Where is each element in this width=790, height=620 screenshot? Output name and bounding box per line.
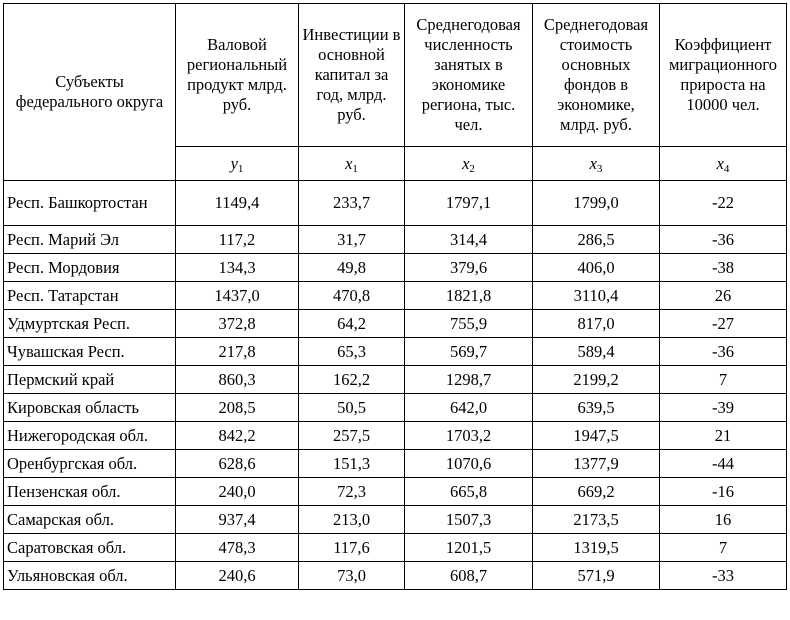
value-cell-x3: 589,4 xyxy=(533,338,660,366)
value-cell-x1: 64,2 xyxy=(299,310,405,338)
table-row xyxy=(4,506,787,534)
value-cell-x4: 7 xyxy=(660,366,787,394)
header-regions: Субъекты федерального округа xyxy=(4,4,176,181)
table-row xyxy=(4,478,787,506)
value-cell-x2: 755,9 xyxy=(405,310,533,338)
value-cell-x3: 3110,4 xyxy=(533,282,660,310)
region-name-cell: Пермский край xyxy=(4,366,176,394)
value-cell-x4: -16 xyxy=(660,478,787,506)
value-cell-x4: -44 xyxy=(660,450,787,478)
value-cell-y1: 117,2 xyxy=(176,226,299,254)
table-row xyxy=(4,181,787,226)
region-name-cell: Удмуртская Респ. xyxy=(4,310,176,338)
value-cell-x2: 1821,8 xyxy=(405,282,533,310)
value-cell-x2: 1797,1 xyxy=(405,181,533,226)
value-cell-y1: 208,5 xyxy=(176,394,299,422)
value-cell-x2: 1507,3 xyxy=(405,506,533,534)
value-cell-y1: 240,0 xyxy=(176,478,299,506)
value-cell-x4: -22 xyxy=(660,181,787,226)
value-cell-x3: 286,5 xyxy=(533,226,660,254)
value-cell-y1: 217,8 xyxy=(176,338,299,366)
region-name-cell: Нижегородская обл. xyxy=(4,422,176,450)
table-row xyxy=(4,534,787,562)
header-employment: Среднегодовая численность занятых в экономике региона, тыс. чел. xyxy=(405,4,533,147)
region-name-cell: Саратовская обл. xyxy=(4,534,176,562)
value-cell-y1: 134,3 xyxy=(176,254,299,282)
value-cell-x1: 117,6 xyxy=(299,534,405,562)
value-cell-x1: 151,3 xyxy=(299,450,405,478)
value-cell-x4: -38 xyxy=(660,254,787,282)
value-cell-x4: -27 xyxy=(660,310,787,338)
value-cell-x4: 26 xyxy=(660,282,787,310)
value-cell-x3: 2173,5 xyxy=(533,506,660,534)
value-cell-x1: 31,7 xyxy=(299,226,405,254)
value-cell-y1: 1437,0 xyxy=(176,282,299,310)
table-row xyxy=(4,338,787,366)
value-cell-y1: 372,8 xyxy=(176,310,299,338)
value-cell-x3: 1799,0 xyxy=(533,181,660,226)
table-row xyxy=(4,562,787,590)
value-cell-x4: -39 xyxy=(660,394,787,422)
header-fixed-assets: Среднегодовая стоимость основных фондов в экономике, млрд. руб. xyxy=(533,4,660,147)
variable-y1: $y_1$ xyxy=(176,147,299,181)
table-row xyxy=(4,394,787,422)
table-row xyxy=(4,310,787,338)
value-cell-x2: 1201,5 xyxy=(405,534,533,562)
value-cell-x1: 73,0 xyxy=(299,562,405,590)
value-cell-x4: -36 xyxy=(660,338,787,366)
table-row xyxy=(4,366,787,394)
header-migration: Коэффициент миграционного прироста на 10000 чел. xyxy=(660,4,787,147)
value-cell-y1: 1149,4 xyxy=(176,181,299,226)
value-cell-x2: 1298,7 xyxy=(405,366,533,394)
value-cell-x2: 1703,2 xyxy=(405,422,533,450)
value-cell-x2: 642,0 xyxy=(405,394,533,422)
table-row xyxy=(4,254,787,282)
value-cell-x1: 50,5 xyxy=(299,394,405,422)
value-cell-x3: 639,5 xyxy=(533,394,660,422)
table-body xyxy=(4,181,787,590)
value-cell-x4: 7 xyxy=(660,534,787,562)
value-cell-x4: 21 xyxy=(660,422,787,450)
region-name-cell: Респ. Мордовия xyxy=(4,254,176,282)
value-cell-y1: 240,6 xyxy=(176,562,299,590)
value-cell-x1: 49,8 xyxy=(299,254,405,282)
header-investments: Инвестиции в основной капитал за год, млрд. руб. xyxy=(299,4,405,147)
data-table xyxy=(3,3,787,590)
value-cell-x1: 470,8 xyxy=(299,282,405,310)
value-cell-y1: 478,3 xyxy=(176,534,299,562)
value-cell-x2: 569,7 xyxy=(405,338,533,366)
region-name-cell: Кировская область xyxy=(4,394,176,422)
value-cell-x1: 213,0 xyxy=(299,506,405,534)
value-cell-x3: 1319,5 xyxy=(533,534,660,562)
table-row xyxy=(4,422,787,450)
value-cell-x3: 406,0 xyxy=(533,254,660,282)
value-cell-x2: 608,7 xyxy=(405,562,533,590)
table-row xyxy=(4,226,787,254)
region-name-cell: Респ. Татарстан xyxy=(4,282,176,310)
table-row xyxy=(4,282,787,310)
value-cell-x2: 314,4 xyxy=(405,226,533,254)
value-cell-y1: 860,3 xyxy=(176,366,299,394)
value-cell-x2: 665,8 xyxy=(405,478,533,506)
value-cell-x2: 1070,6 xyxy=(405,450,533,478)
variable-x3: $x_3$ xyxy=(533,147,660,181)
value-cell-x3: 2199,2 xyxy=(533,366,660,394)
value-cell-y1: 842,2 xyxy=(176,422,299,450)
value-cell-x3: 817,0 xyxy=(533,310,660,338)
value-cell-x4: -36 xyxy=(660,226,787,254)
variable-x1: $x_1$ xyxy=(299,147,405,181)
value-cell-x3: 571,9 xyxy=(533,562,660,590)
value-cell-x1: 233,7 xyxy=(299,181,405,226)
region-name-cell: Оренбургская обл. xyxy=(4,450,176,478)
value-cell-y1: 628,6 xyxy=(176,450,299,478)
region-name-cell: Респ. Башкортостан xyxy=(4,181,176,226)
variable-x2: $x_2$ xyxy=(405,147,533,181)
table-row xyxy=(4,450,787,478)
region-name-cell: Пензенская обл. xyxy=(4,478,176,506)
region-name-cell: Ульяновская обл. xyxy=(4,562,176,590)
value-cell-x3: 669,2 xyxy=(533,478,660,506)
region-name-cell: Респ. Марий Эл xyxy=(4,226,176,254)
value-cell-x1: 72,3 xyxy=(299,478,405,506)
value-cell-x1: 162,2 xyxy=(299,366,405,394)
value-cell-x4: 16 xyxy=(660,506,787,534)
value-cell-y1: 937,4 xyxy=(176,506,299,534)
value-cell-x3: 1947,5 xyxy=(533,422,660,450)
value-cell-x3: 1377,9 xyxy=(533,450,660,478)
value-cell-x1: 257,5 xyxy=(299,422,405,450)
region-name-cell: Самарская обл. xyxy=(4,506,176,534)
variable-x4: $x_4$ xyxy=(660,147,787,181)
value-cell-x2: 379,6 xyxy=(405,254,533,282)
header-grp: Валовой региональный продукт млрд. руб. xyxy=(176,4,299,147)
region-name-cell: Чувашская Респ. xyxy=(4,338,176,366)
value-cell-x4: -33 xyxy=(660,562,787,590)
value-cell-x1: 65,3 xyxy=(299,338,405,366)
